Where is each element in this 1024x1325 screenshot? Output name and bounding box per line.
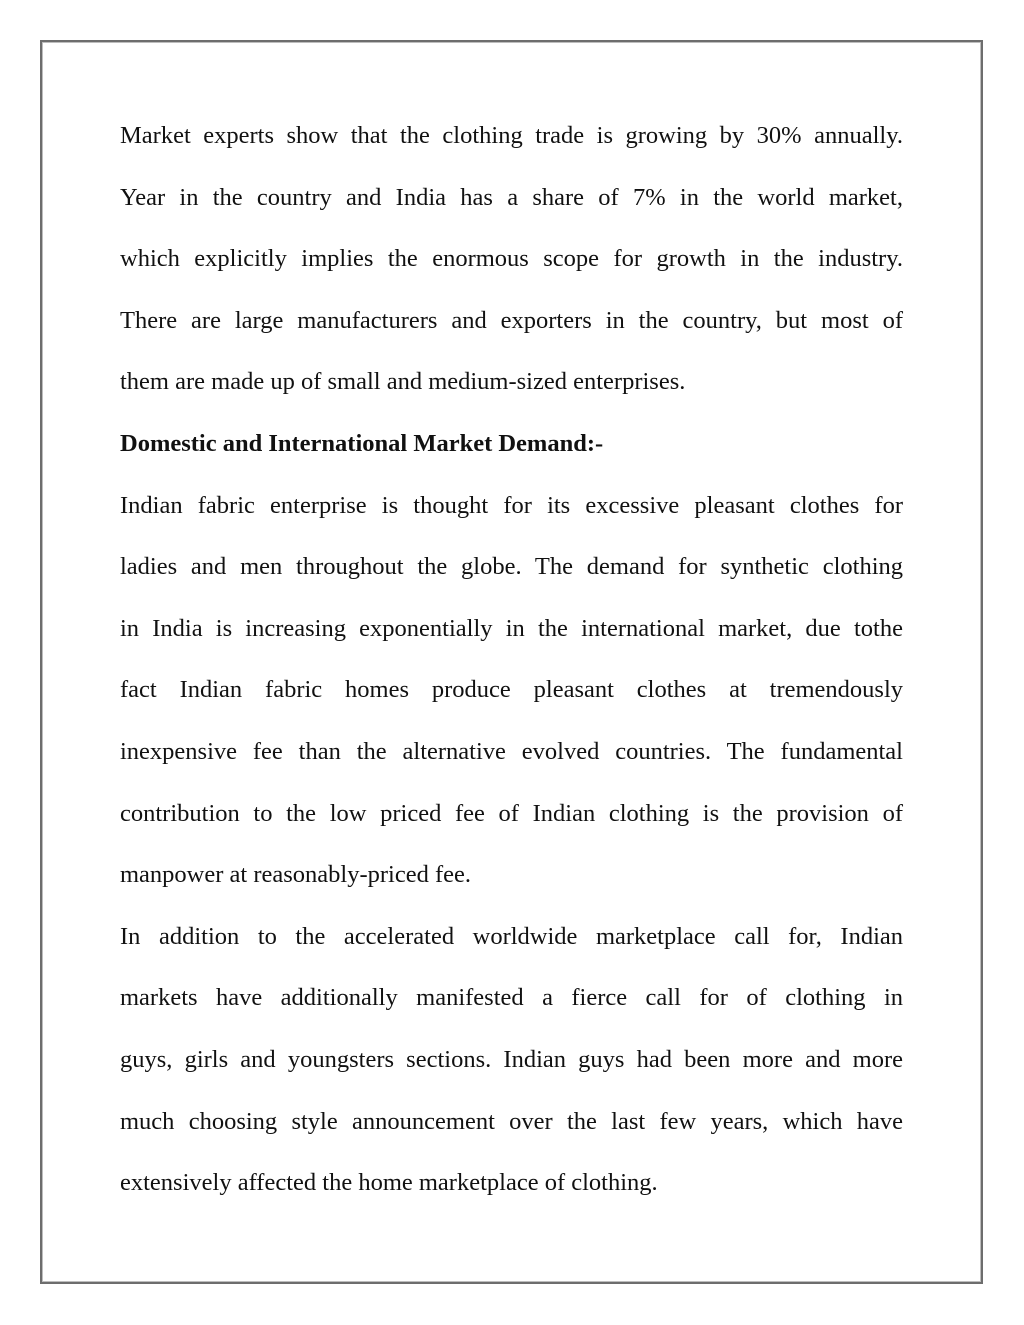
- paragraph-market-growth: [120, 108, 903, 416]
- text-line: them are made up of small and medium-sized enterprises.: [120, 368, 686, 396]
- document-body: [120, 108, 903, 1217]
- text-line: inexpensive fee than the alternative evolved countries. The fundamental: [120, 737, 903, 765]
- text-line: Indian fabric enterprise is thought for its excessive pleasant clothes for: [120, 491, 903, 519]
- paragraph-domestic-demand: [120, 909, 903, 1217]
- text-line: In addition to the accelerated worldwide marketplace call for, Indian: [120, 922, 903, 950]
- text-line: contribution to the low priced fee of Indian clothing is the provision of: [120, 799, 903, 827]
- text-line: much choosing style announcement over the last few years, which have: [120, 1107, 903, 1135]
- text-line: markets have additionally manifested a fierce call for of clothing in: [120, 984, 903, 1012]
- text-line: manpower at reasonably-priced fee.: [120, 861, 471, 889]
- text-line: guys, girls and youngsters sections. Indian guys had been more and more: [120, 1045, 903, 1073]
- text-line: in India is increasing exponentially in the international market, due tothe: [120, 614, 903, 642]
- text-line: Market experts show that the clothing trade is growing by 30% annually.: [120, 122, 903, 149]
- text-line: ladies and men throughout the globe. The demand for synthetic clothing: [120, 553, 903, 581]
- paragraph-market-demand: [120, 478, 903, 909]
- text-line: fact Indian fabric homes produce pleasant clothes at tremendously: [120, 676, 903, 704]
- text-line: extensively affected the home marketplace of clothing.: [120, 1169, 658, 1197]
- text-line: which explicitly implies the enormous scope for growth in the industry.: [120, 245, 903, 273]
- section-heading: Domestic and International Market Demand:-: [120, 429, 604, 457]
- text-line: Year in the country and India has a share of 7% in the world market,: [120, 183, 903, 211]
- text-line: There are large manufacturers and exporters in the country, but most of: [120, 306, 903, 334]
